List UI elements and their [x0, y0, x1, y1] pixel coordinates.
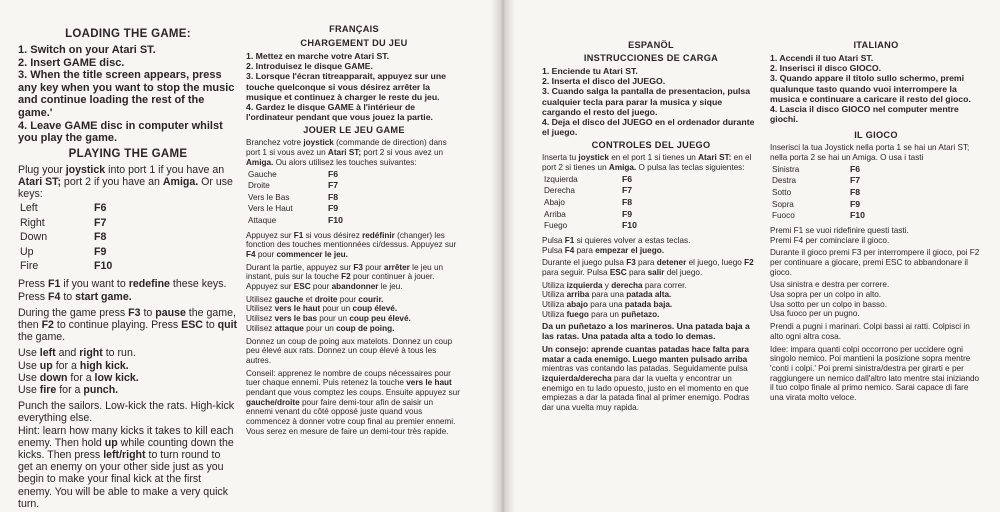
emphasis-text: puñetazo. — [621, 309, 660, 319]
key-action: Sopra — [772, 199, 794, 209]
high-kick-paragraph — [18, 360, 238, 372]
text-run: Hint: learn how many kicks it takes to kill each enemy. Then hold — [18, 424, 234, 449]
text-run: During the game press — [18, 306, 129, 319]
text-run: port 2 si vous avez un — [361, 148, 444, 158]
text-run: pour — [337, 294, 359, 304]
key-action: Droite — [248, 181, 270, 191]
key-action: Fire — [20, 259, 39, 272]
text-run: for a — [52, 359, 80, 372]
loading-step: 1. Enciende tu Atari ST. — [542, 66, 638, 76]
text-run: si quieres volver a estas teclas. — [574, 235, 691, 245]
pause-paragraph — [542, 258, 760, 277]
emphasis-text: ESC — [609, 267, 627, 277]
key-row — [20, 260, 112, 272]
emphasis-text: vers le haut — [274, 304, 321, 314]
emphasis-text: abajo — [566, 300, 588, 310]
text-run: pour un — [303, 323, 337, 333]
redefine-paragraph: Premi F1 se vuoi ridefinire questi tasti. — [770, 225, 909, 235]
text-run: port 2 if you have an — [60, 175, 163, 188]
text-run: Use — [18, 371, 40, 384]
key-label: F9 — [94, 245, 107, 258]
start-paragraph — [18, 291, 238, 303]
text-run: to — [60, 290, 76, 303]
loading-title: LOADING THE GAME: — [65, 28, 191, 40]
emphasis-text: coup de poing. — [336, 323, 395, 333]
text-run: para — [574, 245, 596, 255]
key-action: Right — [20, 216, 45, 229]
key-label: F6 — [850, 163, 861, 174]
key-label: F10 — [622, 220, 637, 231]
text-run: to continue playing. Press — [53, 319, 182, 331]
emphasis-text: vers le bas — [274, 314, 318, 324]
text-run: en el port 2 si tienes un — [542, 153, 752, 173]
key-row — [248, 181, 343, 191]
loading-step: 2. Inserisci il disco GIOCO. — [770, 63, 882, 74]
loading-step: 4. Gardez le disque GAME à l'intérieur de l'ordinateur pendant que vous jouez la partie. — [246, 102, 433, 123]
text-run: pour faire demi-tour afin de saisir un ennemi venant du côté opposé juste quand vous commencez à donner votre coup final au premier ennemi. Vous serez en mesure de faire un demi-tour très rapide. — [246, 397, 456, 436]
emphasis-text: F2 — [41, 319, 54, 331]
intro-paragraph — [18, 164, 238, 201]
text-run: le jeu. — [378, 282, 403, 292]
pause-paragraph — [18, 307, 238, 344]
text-run: et — [303, 294, 315, 304]
emphasis-text: start game. — [75, 290, 132, 303]
text-run: para un — [588, 309, 622, 319]
key-action: Arriba — [544, 209, 566, 219]
emphasis-text: joystick — [65, 163, 106, 176]
key-label: F10 — [850, 210, 865, 221]
text-run: Use — [18, 347, 40, 360]
text-run: Inserta tu — [542, 153, 579, 163]
text-run: pendant que vous comptez les coups. Ensuite appuyez sur — [246, 388, 460, 398]
emphasis-text: gauche/droite — [246, 397, 300, 407]
text-run: and — [55, 347, 80, 360]
text-run: y — [602, 280, 612, 290]
punch-paragraph — [542, 310, 760, 320]
text-run: pour continuer à jouer. Appuyez sur — [246, 272, 435, 292]
text-run: Utilisez — [246, 294, 275, 304]
key-row — [772, 176, 865, 186]
text-run: en el port 1 si tienes un — [608, 153, 699, 163]
low-kick-paragraph — [246, 314, 462, 324]
playing-title: CONTROLES DEL JUEGO — [591, 140, 711, 151]
emphasis-text: redefine — [128, 278, 170, 291]
emphasis-text: F3 — [626, 258, 636, 268]
text-run: si vous désirez — [303, 230, 363, 240]
key-action: Derecha — [544, 186, 575, 196]
intro-paragraph — [542, 153, 760, 172]
text-run: para una — [589, 290, 627, 300]
spanish-column — [542, 40, 760, 413]
key-row — [20, 202, 112, 214]
emphasis-text: Atari ST: — [698, 153, 732, 163]
key-label: F8 — [94, 231, 107, 244]
key-action: Fuoco — [772, 211, 795, 221]
loading-step: 4. Deja el disco del JUEGO en el ordenador durante el juego. — [542, 117, 755, 138]
text-run: for a — [67, 371, 95, 384]
text-run: Durante el juego pulsa — [542, 258, 627, 268]
low-kick-paragraph — [18, 372, 238, 384]
language-heading: FRANÇAIS — [329, 24, 379, 34]
text-run: into port 1 if you have an — [105, 163, 225, 176]
emphasis-text: empezar el juego. — [595, 245, 664, 255]
sailors-paragraph: Prendi a pugni i marinari. Colpi bassi ai ratti. Colpisci in alto ogni altra cosa. — [770, 322, 970, 341]
emphasis-text: left/right — [103, 449, 146, 462]
emphasis-text: pause — [155, 306, 186, 319]
emphasis-text: quit — [217, 319, 238, 331]
emphasis-text: Amiga. — [162, 175, 199, 188]
key-label: F7 — [328, 180, 339, 191]
text-run: Branchez votre — [246, 138, 304, 148]
page-gutter — [492, 0, 514, 512]
key-label: F6 — [94, 202, 107, 215]
key-table — [770, 163, 867, 223]
english-column — [18, 28, 238, 510]
key-table — [18, 200, 114, 274]
playing-title: PLAYING THE GAME — [68, 147, 188, 160]
key-action: Destra — [772, 176, 797, 186]
text-run: the game, then — [18, 306, 236, 331]
emphasis-text: coup peu élevé. — [349, 314, 411, 324]
high-kick-paragraph — [542, 290, 760, 300]
text-run: Use — [18, 359, 40, 372]
loading-step: 1. Accendi il tuo Atari ST. — [770, 53, 874, 63]
emphasis-text: F3 — [353, 262, 363, 272]
text-run: Durant la partie, appuyez sur — [246, 262, 354, 272]
emphasis-text: punch. — [83, 384, 119, 397]
emphasis-text: joystick — [303, 138, 334, 148]
start-paragraph: Premi F4 per cominciare il gioco. — [770, 235, 890, 245]
start-paragraph — [542, 246, 760, 256]
emphasis-text: right — [79, 347, 103, 360]
emphasis-text: patada alta. — [626, 290, 672, 300]
key-label: F8 — [850, 187, 861, 198]
text-run: to — [140, 306, 156, 319]
run-paragraph — [18, 347, 238, 359]
key-action: Sinistra — [772, 164, 800, 174]
text-run: Plug your — [18, 163, 66, 176]
low-kick-paragraph — [542, 300, 760, 310]
loading-step: 3. When the title screen appears, press any key when you want to stop the music and continue loading the rest of the game.' — [18, 69, 235, 119]
emphasis-text: down — [39, 371, 68, 384]
text-run: Appuyez sur — [246, 230, 294, 240]
emphasis-text: ESC — [181, 319, 203, 331]
emphasis-text: izquierda/derecha — [542, 373, 612, 383]
french-column — [246, 24, 462, 437]
emphasis-text: Un consejo: aprende cuantas patadas hace falta para matar a cada enemigo. Luego manten pulsado arriba — [542, 344, 750, 364]
key-row — [20, 231, 112, 243]
emphasis-text: low kick. — [94, 371, 139, 384]
emphasis-text: F4 — [564, 245, 575, 255]
hint-paragraph: Idee: impara quanti colpi occorrono per uccidere ogni singolo nemico. Poi mantieni la posizione sopra mentre 'conti i colpi.' Poi premi sinistra/destra per girarti e per raggiungere un nemico dall'altro lato mentre stai iniziando il tuo colpo finale al primo nemico. Sarai capace di fare una virata molto veloce. — [770, 344, 980, 403]
text-run: Ou alors utilisez les touches suivantes: — [273, 157, 417, 167]
emphasis-text: Atari ST; — [327, 148, 362, 158]
loading-step: 2. Insert GAME disc. — [18, 56, 125, 69]
loading-title: CHARGEMENT DU JEU — [300, 38, 408, 48]
key-row — [248, 170, 343, 180]
high-kick-paragraph: Usa sopra per un colpo in alto. — [770, 290, 882, 300]
text-run: Press — [18, 290, 49, 303]
text-run: le jeu un instant, puis sur la touche — [246, 262, 444, 282]
key-table — [246, 168, 345, 228]
text-run: pour — [362, 262, 384, 272]
emphasis-text: commencer le jeu. — [276, 249, 348, 259]
intro-paragraph — [246, 138, 462, 167]
sailors-paragraph: Donnez un coup de poing aux matelots. Donnez un coup peu élevé aux rats. Donnez un coup élevé à tous les autres. — [246, 336, 453, 365]
emphasis-text: F3 — [128, 306, 141, 319]
key-action: Sotto — [772, 188, 792, 198]
emphasis-text: gauche — [274, 294, 304, 304]
text-run: Conseil: apprenez le nombre de coups nécessaires pour tuer chaque ennemi. Puis retenez la touche — [246, 368, 451, 388]
key-label: F7 — [94, 216, 107, 229]
text-run: pour un — [317, 314, 350, 324]
key-row — [544, 198, 637, 208]
text-run: Press — [18, 278, 49, 291]
emphasis-text: patada baja. — [624, 300, 673, 310]
key-action: Izquierda — [544, 174, 578, 184]
key-action: Left — [20, 202, 38, 215]
key-row — [772, 165, 865, 175]
emphasis-text: attaque — [274, 323, 304, 333]
text-run: el juego, luego — [686, 258, 745, 268]
emphasis-text: joystick — [578, 153, 609, 163]
sailors-paragraph: Punch the sailors. Low-kick the rats. High-kick everything else. — [18, 400, 235, 425]
key-label: F8 — [622, 197, 633, 208]
text-run: the game. — [18, 331, 66, 344]
key-label: F10 — [94, 259, 113, 272]
key-action: Gauche — [248, 169, 277, 179]
emphasis-text: fuego — [566, 309, 589, 319]
text-run: Utilisez — [246, 314, 275, 324]
emphasis-text: Amiga. — [246, 157, 274, 167]
loading-step: 3. Cuando salga la pantalla de presentacion, pulsa cualquier tecla para parar la musica y sique cargando el resto del juego. — [542, 86, 751, 117]
run-paragraph — [246, 295, 462, 305]
text-run: to run. — [102, 347, 136, 360]
text-run: O pulsa las teclas siguientes: — [636, 163, 745, 173]
emphasis-text: droite — [314, 294, 338, 304]
text-run: del juego. — [664, 267, 703, 277]
key-row — [248, 193, 343, 203]
punch-paragraph — [18, 384, 238, 396]
high-kick-paragraph — [246, 304, 462, 314]
playing-title: JOUER LE JEU GAME — [303, 125, 405, 136]
emphasis-text: high kick. — [79, 359, 129, 372]
text-run: Use — [18, 384, 40, 397]
key-label: F10 — [328, 214, 343, 225]
loading-step: 3. Quando appare il titolo sullo schermo, premi qualunque tasto quando vuoi interrompere la musica e continuare a caricare il resto del gioco. — [770, 73, 971, 104]
key-row — [544, 186, 637, 196]
italian-column — [770, 40, 982, 403]
key-label: F9 — [622, 208, 633, 219]
key-action: Fuego — [544, 221, 568, 231]
key-action: Up — [20, 245, 34, 258]
key-action: Attaque — [248, 215, 277, 225]
key-row — [544, 175, 637, 185]
intro-paragraph: Inserisci la tua Joystick nella porta 1 se hai un Atari ST; nella porta 2 se hai un Amiga. O usa i tasti — [770, 143, 970, 163]
emphasis-text: up — [39, 359, 53, 372]
emphasis-text: courir. — [358, 294, 384, 304]
emphasis-text: left — [39, 347, 56, 360]
emphasis-text: izquierda — [566, 280, 603, 290]
emphasis-text: coup élevé. — [352, 304, 398, 314]
key-label: F9 — [850, 198, 861, 209]
key-row — [248, 204, 343, 214]
sailors-paragraph: Da un puñetazo a los marineros. Una patada baja a las ratas. Una patada alta a todo lo demas. — [542, 321, 750, 342]
key-label: F8 — [328, 191, 339, 202]
emphasis-text: fire — [39, 384, 57, 397]
run-paragraph — [542, 281, 760, 291]
loading-title: INSTRUCCIONES DE CARGA — [583, 53, 719, 63]
emphasis-text: salir — [647, 267, 665, 277]
redefine-paragraph — [542, 236, 760, 246]
key-action: Vers le Haut — [248, 204, 293, 214]
emphasis-text: vers le haut — [406, 378, 452, 388]
emphasis-text: detener — [656, 258, 687, 268]
emphasis-text: F4 — [246, 249, 256, 259]
text-run: Utiliza — [542, 300, 567, 310]
language-heading: ITALIANO — [853, 40, 899, 50]
language-heading: ESPANÖL — [628, 40, 674, 50]
text-run: para una — [587, 300, 625, 310]
text-run: while counting down the kicks. Then press — [18, 436, 234, 462]
text-run: if you want to — [60, 278, 129, 291]
key-action: Down — [20, 231, 48, 244]
key-label: F9 — [328, 203, 339, 214]
text-run: Utiliza — [542, 290, 567, 300]
emphasis-text: F2 — [744, 258, 754, 268]
text-run: mientras vas contando las patadas. Seguidamente pulsa — [542, 364, 748, 374]
text-run: pour un — [320, 304, 353, 314]
key-row — [772, 200, 865, 210]
low-kick-paragraph: Usa sotto per un colpo in basso. — [770, 299, 887, 309]
hint-paragraph — [542, 345, 760, 413]
emphasis-text: up — [104, 436, 118, 449]
text-run: pour — [310, 282, 332, 292]
loading-step: 2. Introduisez le disque GAME. — [246, 61, 373, 72]
key-action: Abajo — [544, 198, 565, 208]
emphasis-text: arriba — [566, 290, 590, 300]
key-label: F6 — [328, 168, 339, 179]
text-run: para dar la vuelta y encontrar un enemigo en tu lado opuesto, justo en el momento en que empiezas a dar la patada final al primer enemigo. Podras dar una vuelta muy rapida. — [542, 373, 750, 413]
loading-step: 2. Inserta el disco del JUEGO. — [542, 76, 666, 87]
key-row — [772, 188, 865, 198]
key-label: F7 — [622, 185, 633, 196]
redefine-paragraph — [18, 278, 238, 290]
emphasis-text: arrêter — [383, 262, 410, 272]
emphasis-text: Amiga. — [608, 163, 637, 173]
loading-step: 4. Lascia il disco GIOCO nel computer mentre giochi. — [770, 104, 959, 125]
text-run: to turn round to get an enemy on your other side just as you begin to make your final kick at the first enemy. You will be able to make a very quick turn. — [18, 449, 229, 510]
text-run: Pulsa — [542, 235, 565, 245]
text-run: (commande de direction) dans port 1 si vous avez un — [246, 138, 447, 158]
key-row — [544, 210, 637, 220]
punch-paragraph — [246, 324, 462, 334]
text-run: para seguir. Pulsa — [542, 267, 610, 277]
pause-paragraph: Durante il gioco premi F3 per interrompere il gioco, poi F2 per continuare a giocare, premi ESC to abbandonare il gioco. — [770, 248, 980, 277]
text-run: Utilisez — [246, 304, 275, 314]
pause-paragraph — [246, 263, 462, 292]
emphasis-text: Atari ST; — [18, 175, 61, 188]
key-row — [20, 217, 112, 229]
text-run: Utilisez — [246, 323, 275, 333]
text-run: to — [202, 319, 218, 331]
loading-step: 1. Mettez en marche votre Atari ST. — [246, 51, 390, 61]
text-run: for a — [56, 384, 84, 397]
text-run: Or use keys: — [18, 175, 233, 201]
loading-step: 1. Switch on your Atari ST. — [18, 44, 156, 56]
hint-paragraph — [18, 425, 238, 510]
emphasis-text: redéfinir — [362, 230, 395, 240]
emphasis-text: F1 — [564, 235, 575, 245]
key-label: F7 — [850, 175, 861, 186]
key-table — [542, 173, 639, 233]
text-run: pour — [255, 249, 277, 259]
text-run: Utiliza — [542, 280, 567, 290]
text-run: para correr. — [642, 280, 687, 290]
punch-paragraph: Usa fuoco per un pugno. — [770, 309, 860, 319]
key-label: F6 — [622, 173, 633, 184]
run-paragraph: Usa sinistra e destra per correre. — [770, 280, 890, 290]
emphasis-text: ESC — [293, 282, 311, 292]
playing-title: IL GIOCO — [854, 130, 898, 141]
key-row — [248, 216, 343, 226]
text-run: these keys. — [169, 278, 227, 291]
key-row — [772, 211, 865, 221]
text-run: (changer) les fonction des touches mentionnées ci/dessus. Appuyez sur — [246, 230, 457, 250]
loading-step: 3. Lorsque l'écran titreapparait, appuyez sur une touche quelconque si vous désirez arrêter la musique et continuez à charger le reste du jeu. — [246, 71, 447, 102]
loading-step: 4. Leave GAME disc in computer whilst you play the game. — [18, 119, 223, 145]
key-action: Vers le Bas — [248, 192, 290, 202]
emphasis-text: derecha — [611, 280, 643, 290]
emphasis-text: F4 — [48, 290, 61, 303]
text-run: Utiliza — [542, 309, 567, 319]
emphasis-text: abandonner — [331, 282, 379, 292]
emphasis-text: F1 — [48, 278, 61, 291]
key-row — [20, 246, 112, 258]
redefine-paragraph — [246, 231, 462, 260]
text-run: para — [635, 258, 657, 268]
text-run: para — [626, 267, 648, 277]
emphasis-text: F1 — [293, 230, 304, 240]
key-row — [544, 221, 637, 231]
emphasis-text: F2 — [341, 272, 351, 282]
text-run: Pulsa — [542, 245, 565, 255]
hint-paragraph — [246, 369, 462, 437]
